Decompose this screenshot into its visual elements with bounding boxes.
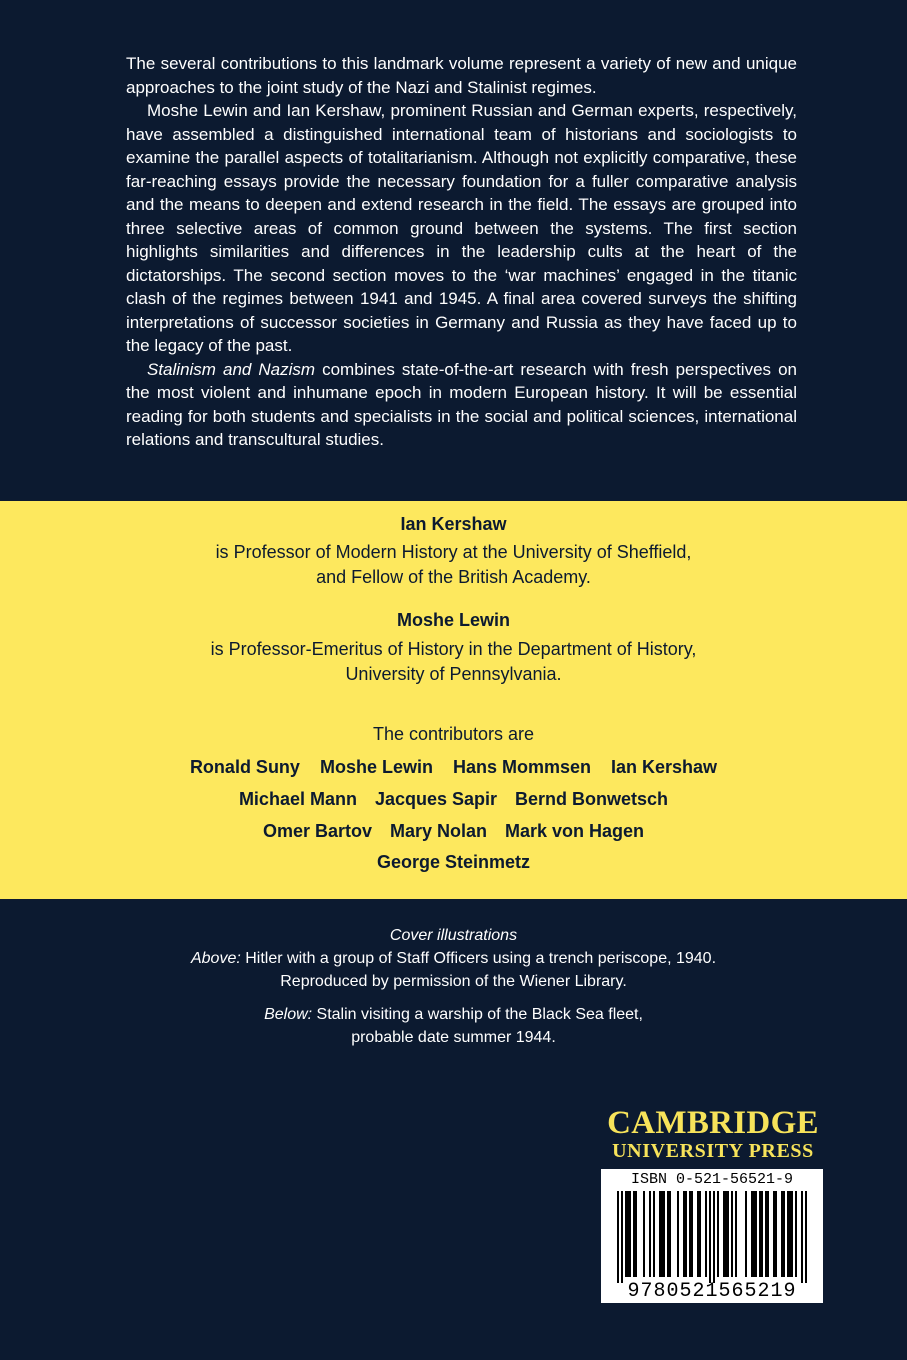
credit-above-text: Hitler with a group of Staff Officers using a trench periscope, 1940. [240,950,717,967]
isbn-text: ISBN 0-521-56521-9 [630,1171,794,1188]
barcode-bar [617,1191,619,1283]
contributors-row-1 [0,755,907,779]
publisher-logo [595,1105,831,1161]
contributor-name: Omer Bartov [262,821,372,841]
author-bio-lewin-line2: University of Pennsylvania. [345,664,562,684]
author-bio-kershaw-line1: is Professor of Modern History at the University of Sheffield, [215,542,692,562]
barcode-bar [801,1191,803,1283]
author-bio-lewin-line1: is Professor-Emeritus of History in the Department of History, [210,639,697,659]
barcode-bar [653,1191,655,1277]
blurb-paragraph-2: Moshe Lewin and Ian Kershaw, prominent Russian and German experts, respectively, have assembled a distinguished international team of historians and sociologists to examine the parallel aspects of totalitarianism. Although not explicitly comparative, these far-reaching essays provide the necessary foundation for a fuller comparative analysis and the means to deepen and extend research in the field. The essays are grouped into three selective areas of common ground between the systems. The first section highlights similarities and differences in the leadership cults at the heart of the dictatorships. The second section moves to the ‘war machines’ engaged in the titanic clash of the regimes between 1941 and 1945. A final area covered surveys the shifting interpretations of successor societies in Germany and Russia as they have faced up to the legacy of the past. [126,101,797,355]
credit-above-line1 [0,947,907,970]
blurb-paragraph-1: The several contributions to this landmark volume represent a variety of new and unique approaches to the joint study of the Nazi and Stalinist regimes. [126,54,797,97]
barcode-bar [751,1191,753,1277]
contributor-name: Mary Nolan [389,821,488,841]
barcode-bar [775,1191,777,1277]
barcode-bar [649,1191,651,1277]
barcode-bar [727,1191,729,1277]
blurb-paragraph-3 [126,358,797,452]
barcode-bar [659,1191,661,1277]
barcode-bar [705,1191,707,1277]
barcode-bar [725,1191,727,1277]
credit-below-line2: probable date summer 1944. [351,1029,556,1046]
description-blurb [126,52,797,452]
credit-below-line1 [0,1003,907,1026]
barcode-bar [669,1191,671,1277]
barcode-bar [783,1191,785,1277]
book-title-italic: Stalinism and Nazism [147,359,316,379]
publisher-name: CAMBRIDGE [607,1105,819,1141]
barcode-bar [731,1191,733,1277]
barcode-bar [765,1191,767,1277]
barcode-bar [759,1191,761,1277]
publisher-subname: UNIVERSITY PRESS [612,1140,814,1162]
barcode-bar [699,1191,701,1277]
contributors-row-3 [0,819,907,843]
blurb-paragraph-3-text: combines state-of-the-art research with fresh perspectives on the most violent and inhumane epoch in modern European history. It will be essential reading for both students and specialists in the social and political sciences, international relations and transcultural studies. [126,359,797,449]
barcode-bars [601,1191,823,1283]
barcode-bar [755,1191,757,1277]
barcode-bar [753,1191,755,1277]
barcode-bar [761,1191,763,1277]
barcode-bar [805,1191,807,1283]
contributor-name: Hans Mommsen [452,757,592,777]
barcode-bar [717,1191,719,1277]
barcode-bar [683,1191,685,1277]
credit-above-line2: Reproduced by permission of the Wiener Library. [280,973,627,990]
ean-digits: 9780521565219 [627,1280,797,1303]
contributor-name: Michael Mann [238,789,357,809]
barcode-bar [635,1191,637,1277]
contributor-name: Ian Kershaw [611,757,718,777]
credit-above-label: Above: [190,950,241,967]
barcode-bar [633,1191,635,1277]
barcode-bar [625,1191,627,1277]
barcode-bar [735,1191,737,1277]
barcode-bar [661,1191,663,1277]
barcode-bar [663,1191,665,1277]
barcode-bar [629,1191,631,1277]
barcode-bar [685,1191,687,1277]
contributor-name: Jacques Sapir [374,789,498,809]
contributor-name: Ronald Suny [189,757,300,777]
barcode-bar [667,1191,669,1277]
author-name-lewin: Moshe Lewin [396,610,510,630]
cover-illustrations-heading: Cover illustrations [389,927,518,944]
barcode-bar [627,1191,629,1277]
credit-below-text: Stalin visiting a warship of the Black Sea fleet, [312,1006,643,1023]
barcode-bar [689,1191,691,1277]
contributor-name: Mark von Hagen [505,821,645,841]
barcode-bar [677,1191,679,1277]
barcode-bar [767,1191,769,1277]
barcode-bar [795,1191,797,1277]
barcode-bar [787,1191,789,1277]
contributors-row-2 [0,787,907,811]
isbn-barcode [601,1169,823,1303]
author-bio-kershaw-line2: and Fellow of the British Academy. [316,567,591,587]
barcode-bar [781,1191,783,1277]
author-name-kershaw: Ian Kershaw [400,514,507,534]
barcode-bar [697,1191,699,1277]
barcode-bar [773,1191,775,1277]
contributor-name: George Steinmetz [376,852,531,872]
barcode-bar [621,1191,623,1283]
barcode-bar [723,1191,725,1277]
barcode-bar [791,1191,793,1277]
barcode-bar [709,1191,711,1283]
barcode-bar [745,1191,747,1277]
barcode-bar [643,1191,645,1277]
contributors-row-4 [0,850,907,874]
author-panel [0,501,907,899]
contributors-heading: The contributors are [372,724,535,744]
cover-illustrations-credits [0,924,907,1049]
barcode-bar [789,1191,791,1277]
credit-below-label: Below: [264,1006,313,1023]
contributor-name: Moshe Lewin [319,757,433,777]
barcode-bar [691,1191,693,1277]
barcode-bar [713,1191,715,1283]
contributor-name: Bernd Bonwetsch [515,789,669,809]
